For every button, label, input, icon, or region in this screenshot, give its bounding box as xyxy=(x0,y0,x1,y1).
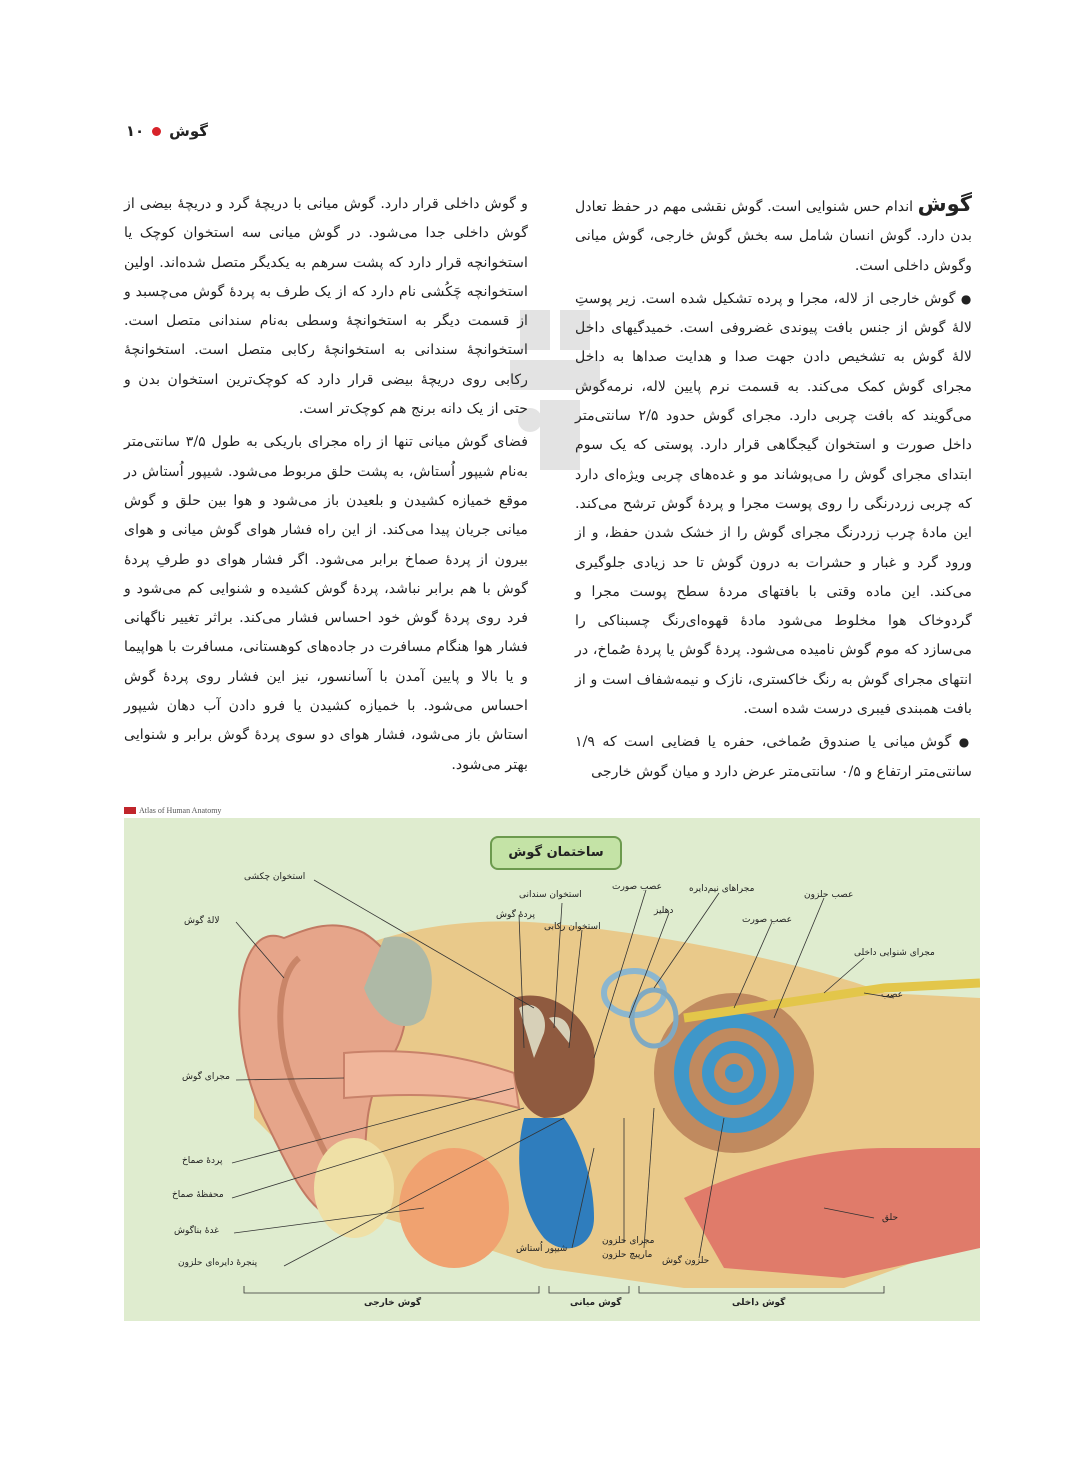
label-incus: استخوان سندانی xyxy=(519,890,582,900)
label-eustachian: شیپور اُستاش xyxy=(516,1244,568,1254)
label-cochlea: حلزون گوش xyxy=(662,1256,710,1266)
label-facial-nerve-1: عصب صورت xyxy=(612,882,662,892)
paragraph-eustachian: فضای گوش میانی تنها از راه مجرای باریکی به طول ۳/۵ سانتی‌متر به‌نام شیپور اُستاش، به پشت حلق مربوط می‌شود. شیپور اُستاش در موقع خمیازه کشیدن و بلعیدن باز می‌شود و هوا بین حلق و گوش میانی جریان پیدا می‌کند. از این راه فشار هوای گوش میانی و هوای بیرون از پردهٔ صماخ برابر می‌شود. اگر فشار هوای دو طرفِ پردهٔ گوش با هم برابر نباشد، پردهٔ گوش کشیده و شنوایی کم می‌شود و فرد روی پردهٔ گوش خود احساس فشار می‌کند. براثر تغییر ناگهانی فشار هوا هنگام مسافرت در جاده‌های کوهستانی، مسافرت با هواپیما و یا بالا و پایین آمدن با آسانسور، نیز این فشار روی پردهٔ گوش احساس می‌شود. با خمیازه کشیدن یا فرو دادن آب دهان شیپور استاش باز می‌شود، فشار هوای دو سوی پردهٔ گوش برابر و شنوایی بهتر می‌شود. xyxy=(124,434,529,773)
lead-word: گوش xyxy=(917,192,972,216)
label-malleus: استخوان چکشی xyxy=(244,872,306,882)
label-pinna: لالهٔ گوش xyxy=(184,916,220,926)
label-vestibule: دهلیز xyxy=(654,906,674,916)
label-stapes: استخوان رکابی xyxy=(544,922,601,932)
label-tympanic-cavity: محفظهٔ صماخ xyxy=(172,1190,224,1200)
label-internal-meatus: مجرای شنوایی داخلی xyxy=(854,948,935,958)
chapter-title: گوش xyxy=(169,122,208,140)
label-semicircular-canals: مجراهای نیم‌دایره xyxy=(689,884,755,894)
text-column-left xyxy=(124,190,528,784)
bullet-icon: ● xyxy=(958,735,972,750)
ear-anatomy-figure xyxy=(124,818,980,1321)
figure-source xyxy=(124,806,221,815)
label-spiral-duct: مارپیچ حلزون xyxy=(602,1250,653,1260)
label-round-window: پنجرهٔ دایره‌ای حلزون xyxy=(178,1258,258,1268)
label-pharynx: حلق xyxy=(882,1213,899,1223)
paragraph-outer-ear-text: گوش خارجی از لاله، مجرا و پرده تشکیل شده است. زیر پوستِ لالهٔ گوش از جنس بافت پیوندی غضروفی است. خمیدگیهای داخل لالهٔ گوش به تشخیص دادن جهت صدا و هدایت صداها به داخل مجرای گوش کمک می‌کند. به قسمت نرم پایین لاله، نرمه‌گوش می‌گویند که بافت چربی دارد. مجرای گوش حدود ۲/۵ سانتی‌متر داخل صورت و استخوان گیجگاهی قرار دارد. پوستی که یک سوم ابتدای مجرای گوش را می‌پوشاند مو و غده‌های چربی ویژه‌ای دارد که چربی زردرنگی را روی پوست مجرا و پردهٔ گوش ترشح می‌کند. این مادهٔ چرب زردرنگ مجرای گوش را از خشک شدن حفظ، و از ورود گرد و غبار و حشرات به درون گوش تا حد زیادی جلوگیری می‌کند. این ماده وقتی با بافتهای مردهٔ سطح پوست مجرا و گردوخاک هوا مخلوط می‌شود مادهٔ قهوه‌ای‌رنگ چسبناکی را می‌سازد که موم گوش نامیده می‌شود. پردهٔ گوش یا پردهٔ صُماخ، در انتهای مجرای گوش به رنگ خاکستری، نازک و نیمه‌شفاف است و از بافت همبندی فیبری درست شده است. xyxy=(575,290,972,718)
bullet-dot-icon xyxy=(152,127,161,136)
label-parotid: غدهٔ بناگوش xyxy=(174,1226,219,1236)
bullet-icon: ● xyxy=(960,291,972,306)
label-cochlear-duct: مجرای حلزون xyxy=(602,1236,655,1246)
section-middle-ear: گوش میانی xyxy=(570,1298,622,1308)
text-column-right xyxy=(575,190,972,791)
figure-title: ساختمان گوش xyxy=(490,836,622,870)
label-facial-nerve-2: عصب صورت xyxy=(742,915,792,925)
page-header xyxy=(118,122,208,140)
label-eardrum-top: پردهٔ گوش xyxy=(496,910,535,920)
paragraph-middle-ear xyxy=(575,728,972,787)
label-tympanic-membrane: پردهٔ صماخ xyxy=(182,1156,223,1166)
label-ear-canal: مجرای گوش xyxy=(182,1072,230,1082)
page-number: ۱۰ xyxy=(125,122,145,140)
paragraph-intro xyxy=(575,190,972,281)
label-nerve: عصب xyxy=(881,990,904,1000)
paragraph-middle-ear-text: گوش میانی یا صندوق صُماخی، حفره یا فضایی است که ۱/۹ سانتی‌متر ارتفاع و ۰/۵ سانتی‌متر عرض دارد و میان گوش خارجی xyxy=(575,734,972,780)
paragraph-intro-text: اندام حس شنوایی است. گوش نقشی مهم در حفظ تعادل بدن دارد. گوش انسان شامل سه بخش گوش خارجی، گوش میانی وگوش داخلی است. xyxy=(575,199,972,274)
paragraph-outer-ear xyxy=(575,285,972,724)
label-cochlear-nerve: عصب حلزون xyxy=(804,890,854,900)
paragraph-ossicles: و گوش داخلی قرار دارد. گوش میانی با دریچهٔ گرد و دریچهٔ بیضی از گوش داخلی جدا می‌شود. در گوش میانی سه استخوان کوچک یا استخوانچه قرار دارد که پشت سرهم به یکدیگر متصل شده‌اند. اولین استخوانچه چَکُشی نام دارد که از یک طرف به پردهٔ گوش می‌چسبد و از قسمت دیگر به استخوانچهٔ وسطی به‌نام سندانی متصل است. استخوانچهٔ سندانی به استخوانچهٔ رکابی متصل است. استخوانچهٔ رکابی روی دریچهٔ بیضی قرار دارد که کوچک‌ترین استخوان بدن و حتی از یک دانه برنج هم کوچک‌تر است. xyxy=(124,196,528,418)
figure-source-text: Atlas of Human Anatomy xyxy=(139,806,222,815)
atlas-logo-icon xyxy=(124,807,136,814)
section-inner-ear: گوش داخلی xyxy=(732,1298,786,1308)
section-outer-ear: گوش خارجی xyxy=(364,1298,422,1308)
